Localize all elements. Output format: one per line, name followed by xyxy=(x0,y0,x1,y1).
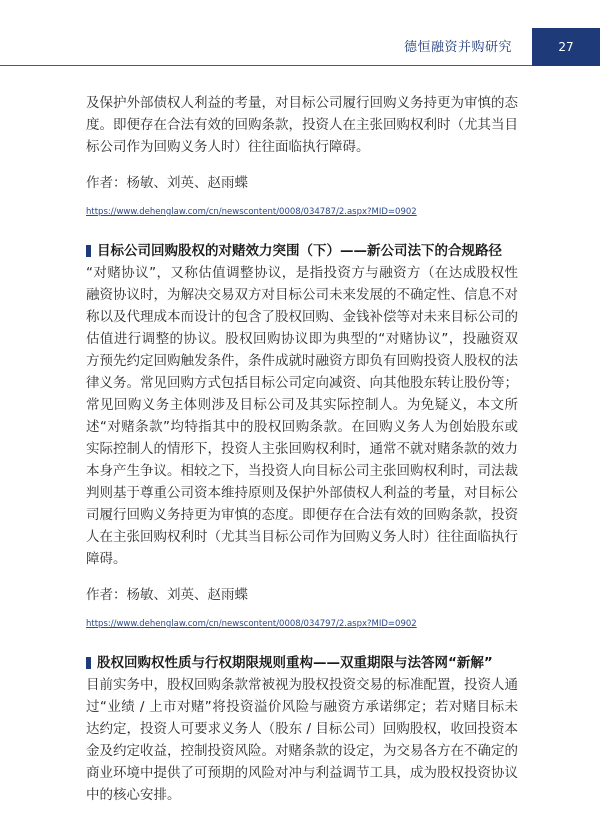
section-heading xyxy=(86,652,518,674)
square-bullet-icon xyxy=(86,245,91,257)
section-heading-text: 目标公司回购股权的对赌效力突围（下）——新公司法下的合规路径 xyxy=(97,243,502,259)
page-number: 27 xyxy=(558,40,574,54)
article-block-3 xyxy=(86,652,518,806)
article-link[interactable]: https://www.dehenglaw.com/cn/newscontent/0008/034797/2.aspx?MID=0902 xyxy=(86,619,417,629)
square-bullet-icon xyxy=(86,657,91,669)
section-heading xyxy=(86,240,518,262)
header-rule xyxy=(0,65,532,66)
page-header xyxy=(0,0,600,66)
page-number-tab xyxy=(532,28,600,66)
section-heading-text: 股权回购权性质与行权期限规则重构——双重期限与法答网“新解” xyxy=(97,655,493,671)
page-content xyxy=(86,92,518,806)
article-authors: 作者：杨敏、刘英、赵雨蝶 xyxy=(86,587,248,603)
article-block-1 xyxy=(86,92,518,218)
article-paragraph: 目前实务中，股权回购条款常被视为股权投资交易的标准配置，投资人通过“业绩 / 上市对赌”将投资溢价风险与融资方承诺绑定；若对赌目标未达约定，投资人可要求义务人（股东 / 目标公司）回购股权，收回投资本金及约定收益，控制投资风险。对赌条款的设定，为交易各方在不确定的商业环境中提供了可预期的风险对冲与利益调节工具，成为股权投资协议中的核心安排。 xyxy=(86,677,518,803)
article-paragraph: “对赌协议”，又称估值调整协议，是指投资方与融资方（在达成股权性融资协议时，为解决交易双方对目标公司未来发展的不确定性、信息不对称以及代理成本而设计的包含了股权回购、金钱补偿等对未来目标公司的估值进行调整的协议。股权回购协议即为典型的“对赌协议”，投融资双方预先约定回购触发条件，条件成就时融资方即负有回购投资人股权的法律义务。常见回购方式包括目标公司定向减资、向其他股东转让股份等；常见回购义务主体则涉及目标公司及其实际控制人。为免疑义，本文所述“对赌条款”均特指其中的股权回购条款。在回购义务人为创始股东或实际控制人的情形下，投资人主张回购权利时，通常不就对赌条款的效力本身产生争议。相较之下，当投资人向目标公司主张回购权利时，司法裁判则基于尊重公司资本维持原则及保护外部债权人利益的考量，对目标公司履行回购义务持更为审慎的态度。即便存在合法有效的回购条款，投资人在主张回购权利时（尤其当目标公司作为回购义务人时）往往面临执行障碍。 xyxy=(86,265,518,567)
header-title: 德恒融资并购研究 xyxy=(403,40,512,55)
article-block-2 xyxy=(86,240,518,630)
article-authors: 作者：杨敏、刘英、赵雨蝶 xyxy=(86,175,248,191)
article-paragraph: 及保护外部债权人利益的考量，对目标公司履行回购义务持更为审慎的态度。即便存在合法有效的回购条款，投资人在主张回购权利时（尤其当目标公司作为回购义务人时）往往面临执行障碍。 xyxy=(86,95,518,155)
article-link[interactable]: https://www.dehenglaw.com/cn/newscontent/0008/034787/2.aspx?MID=0902 xyxy=(86,207,417,217)
